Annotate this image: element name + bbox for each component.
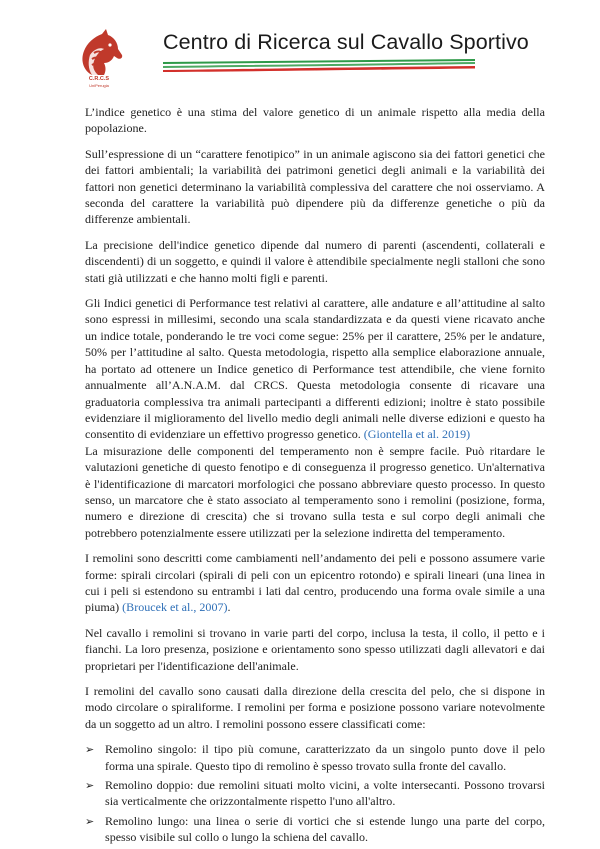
list-item-text: Remolino lungo: una linea o serie di vortici che si estende lungo una parte del corpo, spesso visibile sul collo o lungo la schiena del cavallo. — [105, 813, 545, 845]
list-item — [85, 813, 545, 846]
arrowhead-bullet-icon: ➢ — [85, 779, 95, 793]
tricolor-swoosh — [163, 55, 475, 75]
paragraph-performance-text: Gli Indici genetici di Performance test relativi al carattere, alle andature e all’attitudine al salto sono espressi in millesimi, secondo una scala standardizzata e da questi viene ricavato anche un indice totale, ponderando le tre voci come segue: 25% per il carattere, 25% per le andature, 50% per l’attitudine al salto. Questa metodologia, rispetto alla semplice elaborazione annuale, ha portato ad ottenere un Indice genetico di Performance test attendibile, che viene fornito annualmente all’A.N.A.M. dal CRCS. Questa metodologia consente di ricavare una graduatoria complessiva tra animali partecipanti a differenti edizioni; inoltre è stato possibile evidenziare il miglioramento del livello medio degli animali nelle diverse edizioni e questo ha consentito di evidenziare un effettivo progresso genetico. — [85, 296, 545, 442]
paragraph-phenotype: Sull’espressione di un “carattere fenotipico” in un animale agiscono sia dei fattori genetici che dei fattori ambientali; la variabilità dei patrimoni genetici degli animali e la variabilità dei fattori non genetici determinano la variabilità complessiva del carattere che noi osserviamo. A seconda del carattere la variabilità può dipendere più da differenze genetiche o più da differenze ambientali. — [85, 146, 545, 227]
paragraph-precision: La precisione dell'indice genetico dipende dal numero di parenti (ascendenti, collaterali e discendenti) di un soggetto, e quindi il valore è attendibile specialmente negli stalloni che sono stati già utilizzati e che hanno molti figli e parenti. — [85, 237, 545, 285]
paragraph-classification: I remolini del cavallo sono causati dalla direzione della crescita del pelo, che si dispone in modo circolare o spiraliforme. I remolini per forma e posizione possono variare notevolmente da un soggetto ad un altro. I remolini possono essere classificati come: — [85, 684, 545, 731]
remolini-types-list — [85, 741, 545, 845]
logo-subtext: UniPerugia — [89, 83, 109, 88]
arrowhead-bullet-icon: ➢ — [85, 814, 95, 828]
paragraph-remolini-text: I remolini sono descritti come cambiamenti nell’andamento dei peli e possono assumere varie forme: spirali circolari (spirali di peli con un epicentro rotondo) e spirali lineari (una linea in cui i peli si estendono su entrambi i lati dal centro, producendo una forma ovale simile a una piuma) — [85, 551, 545, 615]
organization-title: Centro di Ricerca sul Cavallo Sportivo — [163, 30, 529, 54]
logo-acronym: C.R.C.S — [88, 76, 110, 82]
arrowhead-bullet-icon: ➢ — [85, 743, 95, 757]
paragraph-end-period: . — [227, 600, 231, 615]
citation-giontella[interactable]: (Giontella et al. 2019) — [363, 427, 471, 442]
list-item — [85, 777, 545, 810]
page-header — [0, 0, 600, 100]
paragraph-performance-test — [85, 295, 545, 443]
paragraph-remolini-description — [85, 550, 545, 616]
document-body — [85, 104, 545, 849]
paragraph-body-location: Nel cavallo i remolini si trovano in varie parti del corpo, inclusa la testa, il collo, il petto e i fianchi. La loro presenza, posizione e orientamento sono spesso utilizzati dagli allevatori e dai proprietari per l'identificazione dell'animale. — [85, 625, 545, 673]
paragraph-intro: L’indice genetico è una stima del valore genetico di un animale rispetto alla media della popolazione. — [85, 105, 545, 136]
list-item-text: Remolino singolo: il tipo più comune, caratterizzato da un singolo punto dove il pelo forma una spirale. Questo tipo di remolino è spesso trovato sulla fronte del cavallo. — [105, 742, 545, 773]
list-item-text: Remolino doppio: due remolini situati molto vicini, a volte intersecanti. Possono trovarsi sia verticalmente che orizzontalmente rispetto l'uno all'altro. — [105, 778, 545, 809]
paragraph-temperament: La misurazione delle componenti del temperamento non è sempre facile. Può ritardare le valutazioni genetiche di questo fenotipo e di conseguenza il progresso genetico. Un'alternativa è l'identificazione di marcatori morfologici che possano abbreviare questo processo. In questo senso, un marcatore che è stato associato al temperamento sono i remolini (posizione, forma, numero e direzione di crescita) che si trovano sulla testa e sul corpo degli animali che potrebbero potenzialmente essere utilizzati per la selezione indiretta del temperamento. — [85, 443, 545, 540]
citation-broucek[interactable]: (Broucek et al., 2007) — [122, 600, 228, 615]
list-item — [85, 741, 545, 774]
